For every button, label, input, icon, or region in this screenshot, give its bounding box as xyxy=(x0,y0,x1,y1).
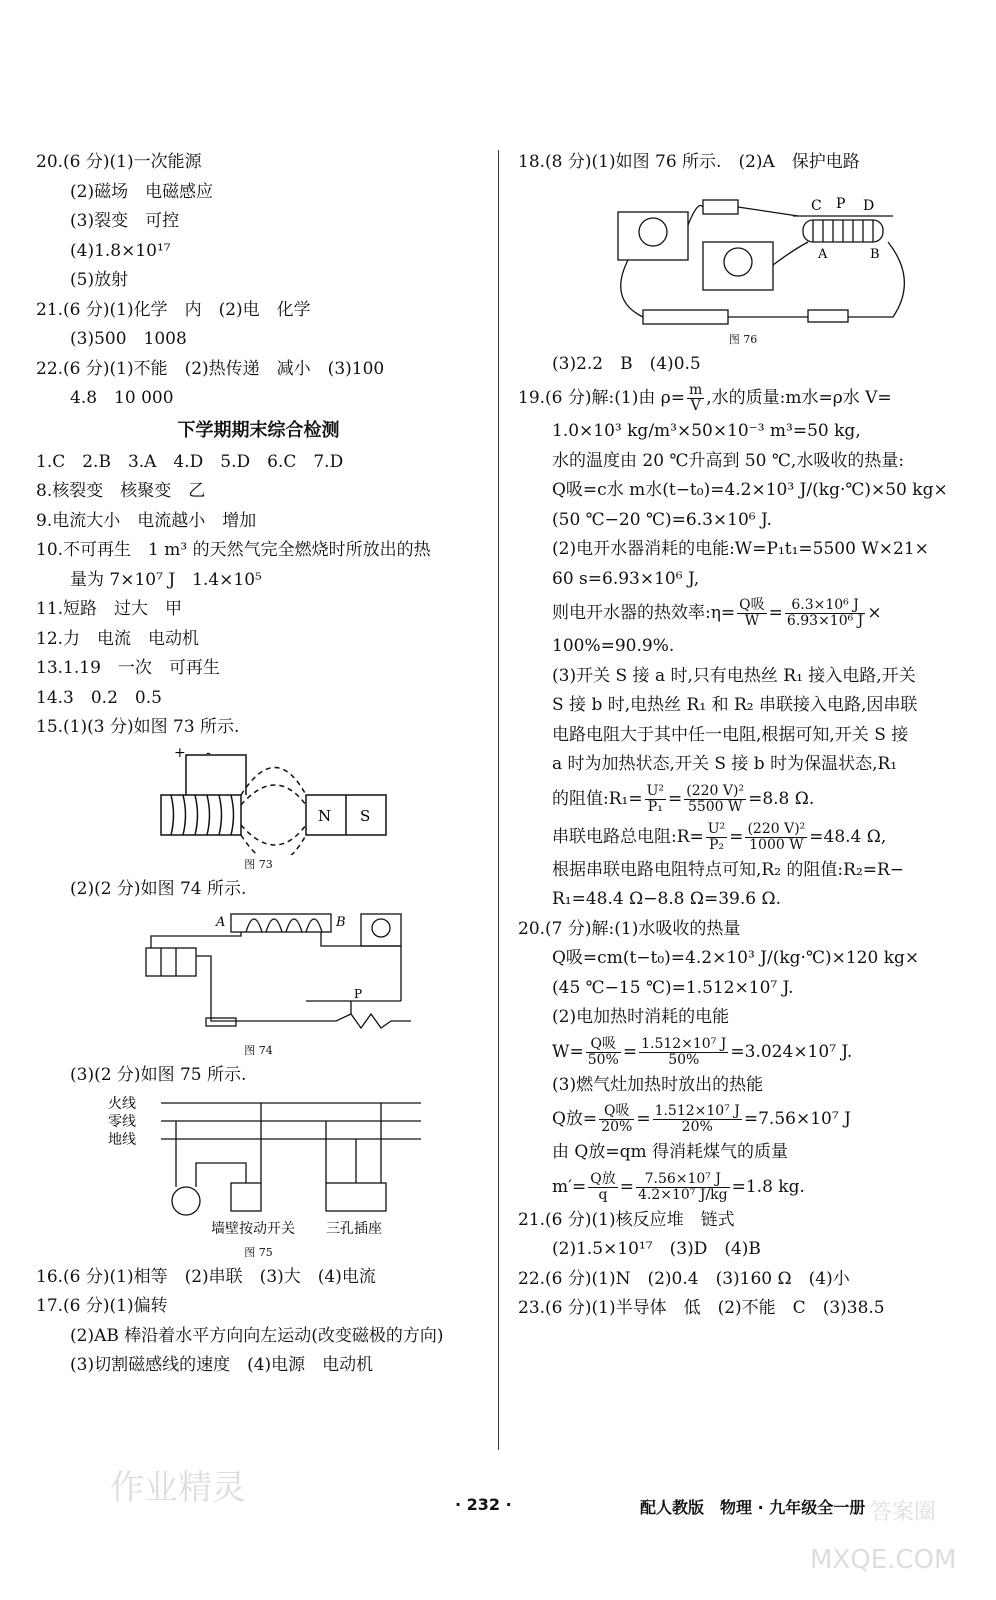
answer-line: (50 ℃−20 ℃)=6.3×10⁶ J. xyxy=(552,509,772,530)
ground-wire-label: 地线 xyxy=(108,1131,136,1148)
north-pole-label: N xyxy=(318,806,332,825)
answer-line: (3)切割磁感线的速度 (4)电源 电动机 xyxy=(70,1355,374,1375)
figure-caption: 图 76 xyxy=(728,332,758,346)
figure-caption: 图 75 xyxy=(244,1245,273,1259)
figure-76-diagram xyxy=(518,180,968,330)
answer-line: 4.8 10 000 xyxy=(70,388,174,408)
answer-line: 20.(6 分)(1)一次能源 xyxy=(36,152,202,172)
answer-line: 23.(6 分)(1)半导体 低 (2)不能 C (3)38.5 xyxy=(518,1298,885,1318)
label-p: P xyxy=(354,987,363,1001)
formula-line: 串联电路总电阻:R= $\frac{\text{U²}}{\text{P₂}}$ = $\frac{\text{(220 V)²}}{1000 W}$ =48.4 Ω, xyxy=(552,820,887,853)
fraction: $\frac{\text{U²}}{\text{P₁}}$ xyxy=(646,782,665,815)
answer-line: 根据串联电路电阻特点可知,R₂ 的阻值:R₂=R− xyxy=(552,859,905,880)
answer-line: 水的温度由 20 ℃升高到 50 ℃,水吸收的热量: xyxy=(552,450,905,471)
figure-75-diagram xyxy=(36,1093,481,1243)
answer-line: 由 Q放=qm 得消耗煤气的质量 xyxy=(552,1142,788,1162)
answer-line: 16.(6 分)(1)相等 (2)串联 (3)大 (4)电流 xyxy=(36,1266,376,1287)
formula-line: Q放= $\frac{\text{Q吸}}{20\%}$ = $\frac{\text{1.512×10⁷ J}}{20\%}$ =7.56×10⁷ J xyxy=(552,1103,851,1135)
formula-line: 则电开水器的热效率:η= $\frac{\text{Q吸}}{W}$ = $\frac{\text{6.3×10⁶ J}}{\text{6.93×10⁶ J}}$ × xyxy=(552,597,882,629)
label-a: A xyxy=(818,246,828,262)
answer-line: (2)电加热时消耗的电能 xyxy=(552,1007,730,1027)
minus-sign: - xyxy=(206,744,211,761)
answer-line: (2)AB 棒沿着水平方向向左运动(改变磁极的方向) xyxy=(70,1325,444,1346)
fraction: $\frac{\text{6.3×10⁶ J}}{\text{6.93×10⁶ J}}$ xyxy=(786,597,864,629)
south-pole-label: S xyxy=(360,806,371,825)
edition-label: 配人教版 物理 · 九年级全一册 xyxy=(640,1498,866,1517)
fraction: $\frac{\text{U²}}{\text{P₂}}$ xyxy=(707,820,726,853)
answer-line: 1.0×10³ kg/m³×50×10⁻³ m³=50 kg, xyxy=(552,421,861,441)
answer-line: 60 s=6.93×10⁶ J, xyxy=(552,568,700,589)
formula-line: m′= $\frac{\text{Q放}}{q}$ = $\frac{\text{7.56×10⁷ J}}{\text{4.2×10⁷ J/kg}}$ =1.8 kg. xyxy=(552,1170,805,1203)
answer-line: (4)1.8×10¹⁷ xyxy=(70,240,171,261)
fraction: $\frac{\text{Q吸}}{W}$ xyxy=(739,597,765,629)
answer-line: (3)500 1008 xyxy=(70,329,187,349)
answer-line: 18.(8 分)(1)如图 76 所示. (2)A 保护电路 xyxy=(518,152,860,172)
figure-caption: 图 73 xyxy=(244,857,273,871)
answer-line: (2)(2 分)如图 74 所示. xyxy=(70,878,247,899)
column-divider xyxy=(498,150,499,1450)
answer-line: 22.(6 分)(1)不能 (2)热传递 减小 (3)100 xyxy=(36,358,385,379)
fraction: $\frac{\text{1.512×10⁷ J}}{50\%}$ xyxy=(641,1035,727,1068)
answer-line: 11.短路 过大 甲 xyxy=(36,599,183,619)
fraction: $\frac{m}{V}$ xyxy=(688,382,703,414)
answer-line: 8.核裂变 核聚变 乙 xyxy=(36,481,206,501)
page-number: · 232 · xyxy=(455,1495,512,1514)
fraction: $\frac{\text{1.512×10⁷ J}}{20\%}$ xyxy=(654,1103,740,1135)
answer-line: (2)电开水器消耗的电能:W=P₁t₁=5500 W×21× xyxy=(552,539,929,559)
figure-73-diagram xyxy=(36,745,481,855)
answer-line: S 接 b 时,电热丝 R₁ 和 R₂ 串联接入电路,因串联 xyxy=(552,695,918,715)
answer-line: 15.(1)(3 分)如图 73 所示. xyxy=(36,717,240,737)
answer-line: Q吸=cm(t−t₀)=4.2×10³ J/(kg·℃)×120 kg× xyxy=(552,948,920,968)
label-c: C xyxy=(811,197,822,214)
fraction: $\frac{\text{Q放}}{q}$ xyxy=(590,1170,616,1203)
answer-line: a 时为加热状态,开关 S 接 b 时为保温状态,R₁ xyxy=(552,754,898,774)
answer-line: 21.(6 分)(1)核反应堆 链式 xyxy=(518,1209,735,1230)
label-p: P xyxy=(836,195,846,212)
plus-sign: + xyxy=(174,744,186,761)
answer-line: (5)放射 xyxy=(70,270,129,290)
answer-line: (3)裂变 可控 xyxy=(70,211,180,231)
label-d: D xyxy=(863,197,875,214)
answer-line: Q吸=c水 m水(t−t₀)=4.2×10³ J/(kg·℃)×50 kg× xyxy=(552,480,948,500)
answer-line: 量为 7×10⁷ J 1.4×10⁵ xyxy=(70,569,262,590)
answer-line: (3)燃气灶加热时放出的热能 xyxy=(552,1074,764,1095)
watermark: 作业精灵 xyxy=(110,1468,246,1508)
answer-line: 13.1.19 一次 可再生 xyxy=(36,658,220,678)
answer-line: 22.(6 分)(1)N (2)0.4 (3)160 Ω (4)小 xyxy=(518,1268,850,1289)
fraction: $\frac{\text{7.56×10⁷ J}}{\text{4.2×10⁷ J/kg}}$ xyxy=(637,1170,728,1203)
watermark: MXQE.COM xyxy=(810,1545,957,1575)
fraction: $\frac{\text{Q吸}}{50\%}$ xyxy=(587,1035,619,1068)
answer-line: 17.(6 分)(1)偏转 xyxy=(36,1296,168,1316)
answer-line: 12.力 电流 电动机 xyxy=(36,628,200,649)
fraction: $\frac{\text{(220 V)²}}{5500 W}$ xyxy=(686,782,745,815)
answer-line: (2)1.5×10¹⁷ (3)D (4)B xyxy=(552,1239,761,1259)
fraction: $\frac{\text{Q吸}}{20\%}$ xyxy=(601,1103,633,1135)
answer-line: (3)2.2 B (4)0.5 xyxy=(552,353,701,374)
answer-line: (45 ℃−15 ℃)=1.512×10⁷ J. xyxy=(552,977,794,998)
switch-label: 墙壁按动开关 xyxy=(211,1220,295,1237)
label-a: A xyxy=(216,915,226,930)
fraction: $\frac{\text{(220 V)²}}{1000 W}$ xyxy=(747,820,806,853)
answer-line: 电路电阻大于其中任一电阻,根据可知,开关 S 接 xyxy=(552,724,909,745)
answer-line: 9.电流大小 电流越小 增加 xyxy=(36,510,257,531)
answer-line: 20.(7 分)解:(1)水吸收的热量 xyxy=(518,918,741,939)
section-heading: 下学期期末综合检测 xyxy=(177,419,340,441)
live-wire-label: 火线 xyxy=(108,1095,136,1112)
figure-caption: 图 74 xyxy=(244,1044,273,1057)
neutral-wire-label: 零线 xyxy=(108,1113,136,1130)
answer-line: (3)开关 S 接 a 时,只有电热丝 R₁ 接入电路,开关 xyxy=(552,665,916,686)
label-b: B xyxy=(336,915,346,930)
formula-line: W= $\frac{\text{Q吸}}{50\%}$ = $\frac{\text{1.512×10⁷ J}}{50\%}$ =3.024×10⁷ J. xyxy=(552,1035,853,1068)
label-b: B xyxy=(870,246,880,262)
left-column xyxy=(36,148,481,1381)
answer-line: (2)磁场 电磁感应 xyxy=(70,181,214,202)
formula-line: 19.(6 分)解:(1)由 ρ= $\frac{m}{V}$ ,水的质量:m水=ρ水 V= xyxy=(518,382,892,414)
answer-line: 21.(6 分)(1)化学 内 (2)电 化学 xyxy=(36,299,311,320)
figure-74-diagram xyxy=(36,906,481,1041)
answer-line: 10.不可再生 1 m³ 的天然气完全燃烧时所放出的热 xyxy=(36,540,431,560)
right-column xyxy=(518,148,968,1324)
answer-line: 1.C 2.B 3.A 4.D 5.D 6.C 7.D xyxy=(36,451,344,472)
socket-label: 三孔插座 xyxy=(326,1220,382,1237)
watermark: 答案圈 xyxy=(870,1500,937,1525)
answer-line: 100%=90.9%. xyxy=(552,636,675,656)
answer-line: R₁=48.4 Ω−8.8 Ω=39.6 Ω. xyxy=(552,889,781,909)
answer-line: 14.3 0.2 0.5 xyxy=(36,687,162,708)
formula-line: 的阻值:R₁= $\frac{\text{U²}}{\text{P₁}}$ = $\frac{\text{(220 V)²}}{5500 W}$ =8.8 Ω. xyxy=(552,782,815,815)
answer-line: (3)(2 分)如图 75 所示. xyxy=(70,1065,247,1085)
